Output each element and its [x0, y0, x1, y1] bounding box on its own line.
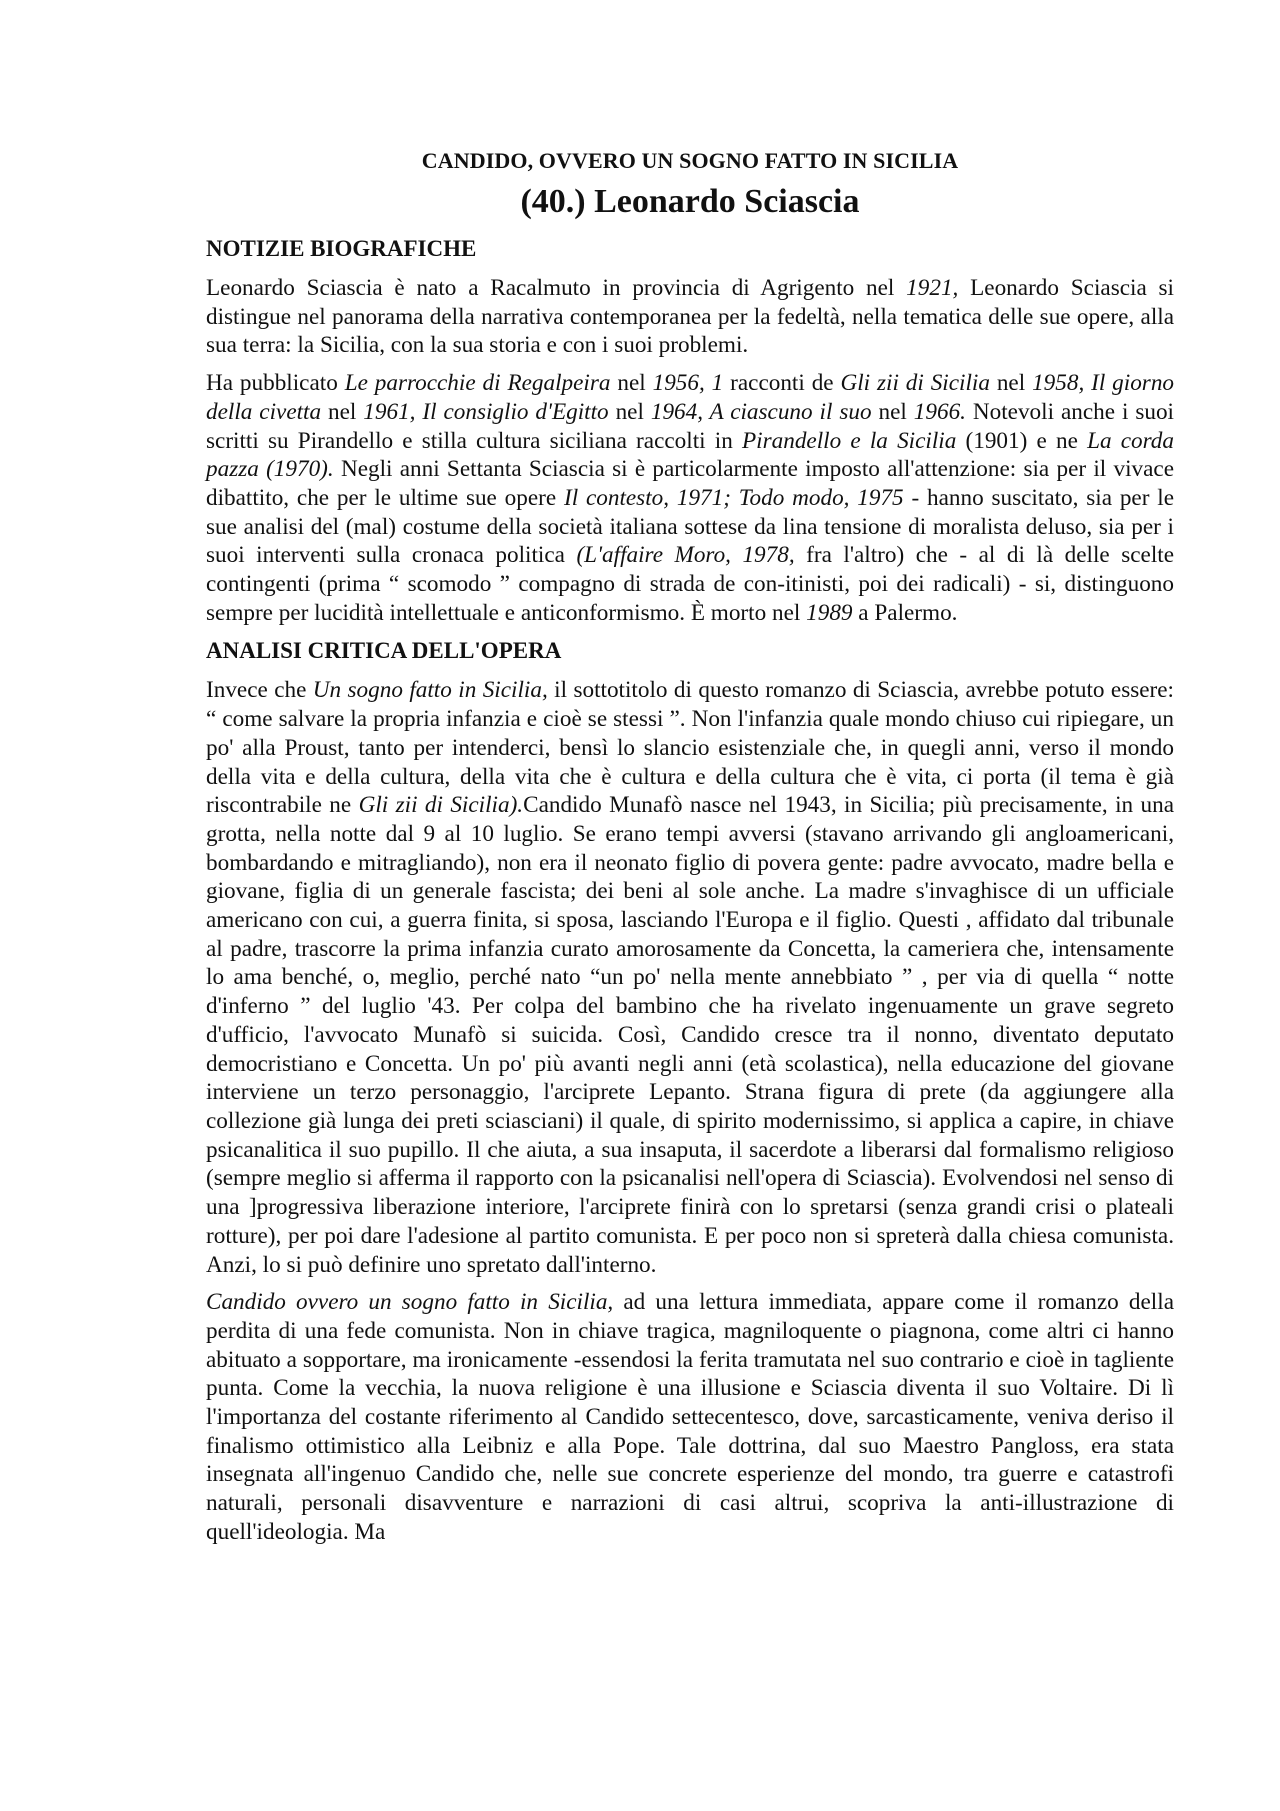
- document-page: [206, 148, 1174, 1556]
- paragraph: [206, 1288, 1174, 1546]
- section-heading: ANALISI CRITICA DELL'OPERA: [206, 638, 562, 664]
- text-run: Ha pubblicato: [206, 370, 345, 397]
- italic-text-run: 1921,: [906, 275, 959, 301]
- italic-text-run: 1961, Il consiglio d'Egitto: [363, 398, 609, 425]
- document-title: CANDIDO, OVVERO UN SOGNO FATTO IN SICILIA: [421, 148, 959, 173]
- text-run: a Palermo.: [852, 599, 958, 626]
- italic-text-run: 1956, 1: [652, 370, 724, 397]
- text-run: Negli anni Settanta Sciascia si è particolarmente imposto all'attenzione: sia per il vivace dibattito, che per le ultime sue opere: [206, 456, 1174, 511]
- text-run: ad una lettura immediata, appare come il romanzo della perdita di una fede comunista. Non in chiave tragica, magniloquente o piagnona, come altri ci hanno abituato a sopportare, ma ironicamente -essendosi la ferita tramutata nel suo contrario e cioè in tagliente punta. Come la vecchia, la nuova religione è una illusione e Sciascia diventa il suo Voltaire. Di lì l'importanza del costante riferimento al Candido settecentesco, dove, sarcasticamente, veniva deriso il finalismo ottimistico alla Leibniz e alla Pope. Tale dottrina, dal suo Maestro Pangloss, era stata insegnata all'ingenuo Candido che, nelle sue concrete esperienze del mondo, tra guerre e catastrofi naturali, personali disavventure e narrazioni di casi altrui, scopriva la anti-illustrazione di quell'ideologia. Ma: [206, 1289, 1174, 1545]
- paragraph: [206, 274, 1174, 360]
- document-subtitle: (40.) Leonardo Sciascia: [520, 183, 860, 220]
- italic-text-run: Le parrocchie di Regalpeira: [344, 370, 611, 397]
- text-run: nel: [871, 398, 914, 425]
- italic-text-run: Candido ovvero un sogno fatto in Sicilia,: [206, 1289, 614, 1316]
- text-run: (1901) e ne: [956, 427, 1088, 454]
- italic-text-run: (L'affaire Moro, 1978,: [576, 542, 795, 569]
- italic-text-run: Gli zii di Sicilia).: [358, 792, 524, 819]
- italic-text-run: 1964, A ciascuno il suo: [650, 398, 872, 425]
- text-run: - hanno suscitato, sia per le sue analisi del (mal) costume della società italiana sottese da lina tensione di moralista deluso, sia per i suoi interventi sulla cronaca politica: [206, 484, 1174, 569]
- italic-text-run: Un sogno fatto in Sicilia,: [312, 677, 548, 704]
- paragraph: [206, 369, 1174, 627]
- text-run: nel: [321, 398, 364, 425]
- italic-text-run: 1989: [806, 599, 853, 626]
- paragraph: [206, 676, 1174, 1279]
- text-run: Candido Munafò nasce nel 1943, in Sicilia; più precisamente, in una grotta, nella notte dal 9 al 10 luglio. Se erano tempi avversi (stavano arrivando gli angloamericani, bombardando e mitragliando), non era il neonato figlio di povera gente: padre avvocato, madre bella e giovane, figlia di un generale fascista; dei beni al sole anche. La madre s'invaghisce di un ufficiale americano con cui, a guerra finita, si sposa, lasciando l'Europa e il figlio. Questi , affidato dal tribunale al padre, trascorre la prima infanzia curato amorosamente da Concetta, la cameriera che, intensamente lo ama benché, o, meglio, perché nato “un po' nella mente annebbiato ” , per via di quella “ notte d'inferno ” del luglio '43. Per colpa del bambino che ha rivelato ingenuamente un grave segreto d'ufficio, l'avvocato Munafò si suicida. Così, Candido cresce tra il nonno, diventato deputato democristiano e Concetta. Un po' più avanti negli anni (età scolastica), nella educazione del giovane interviene un terzo personaggio, l'arciprete Lepanto. Strana figura di prete (da aggiungere alla collezione già lunga dei preti sciasciani) il quale, di spirito modernissimo, si applica a capire, in chiave psicanalitica il suo pupillo. Il che aiuta, a sua insaputa, il sacerdote a liberarsi dal formalismo religioso (sempre meglio si afferma il rapporto con la psicanalisi nell'opera di Sciascia). Evolvendosi nel senso di una ]progressiva liberazione interiore, l'arciprete finirà con lo spretarsi (senza grandi crisi o plateali rotture), per poi dare l'adesione al partito comunista. E per poco non si spreterà dalla chiesa comunista. Anzi, lo si può definire uno spretato dall'interno.: [206, 792, 1175, 1278]
- text-run: il sottotitolo di questo romanzo di Sciascia, avrebbe potuto essere: “ come salvare la propria infanzia e cioè se stessi ”. Non l'infanzia quale mondo chiuso cui ripiegare, un po' alla Proust, tanto per intenderci, bensì lo slancio esistenziale che, in quegli anni, verso il mondo della vita e della cultura, della vita che è cultura e della cultura che è vita, ci porta (il tema è già riscontrabile ne: [206, 677, 1174, 819]
- section-heading: NOTIZIE BIOGRAFICHE: [206, 236, 477, 261]
- text-run: Leonardo Sciascia è nato a Racalmuto in provincia di Agrigento nel: [206, 275, 907, 301]
- text-run: nel: [989, 370, 1033, 397]
- text-run: nel: [610, 370, 653, 397]
- text-run: Invece che: [206, 677, 313, 704]
- text-run: nel: [608, 398, 651, 425]
- italic-text-run: Gli zii di Sicilia: [840, 370, 990, 397]
- section-biografia: [206, 234, 1174, 627]
- italic-text-run: 1966.: [913, 398, 966, 425]
- italic-text-run: Pirandello e la Sicilia: [742, 427, 957, 454]
- text-run: Leonardo Sciascia si distingue nel panorama della narrativa contemporanea per la fedeltà, nella tematica delle sue opere, alla sua terra: la Sicilia, con la sua storia e con i suoi problemi.: [206, 275, 1174, 359]
- section-analisi: [206, 636, 1174, 1546]
- italic-text-run: Il contesto, 1971; Todo modo, 1975: [563, 484, 904, 511]
- text-run: racconti de: [723, 370, 841, 397]
- text-run: Notevoli anche i suoi scritti su Pirandello e stilla cultura siciliana raccolti in: [206, 398, 1174, 454]
- italic-text-run: 1958, Il giorno della civetta: [206, 370, 1175, 425]
- text-run: fra l'altro) che - al di là delle scelte contingenti (prima “ scomodo ” compagno di strada de con-itinisti, poi dei radicali) - si, distinguono sempre per lucidità intellettuale e anticonformismo. È morto nel: [206, 542, 1174, 626]
- italic-text-run: La corda pazza (1970).: [206, 427, 1174, 483]
